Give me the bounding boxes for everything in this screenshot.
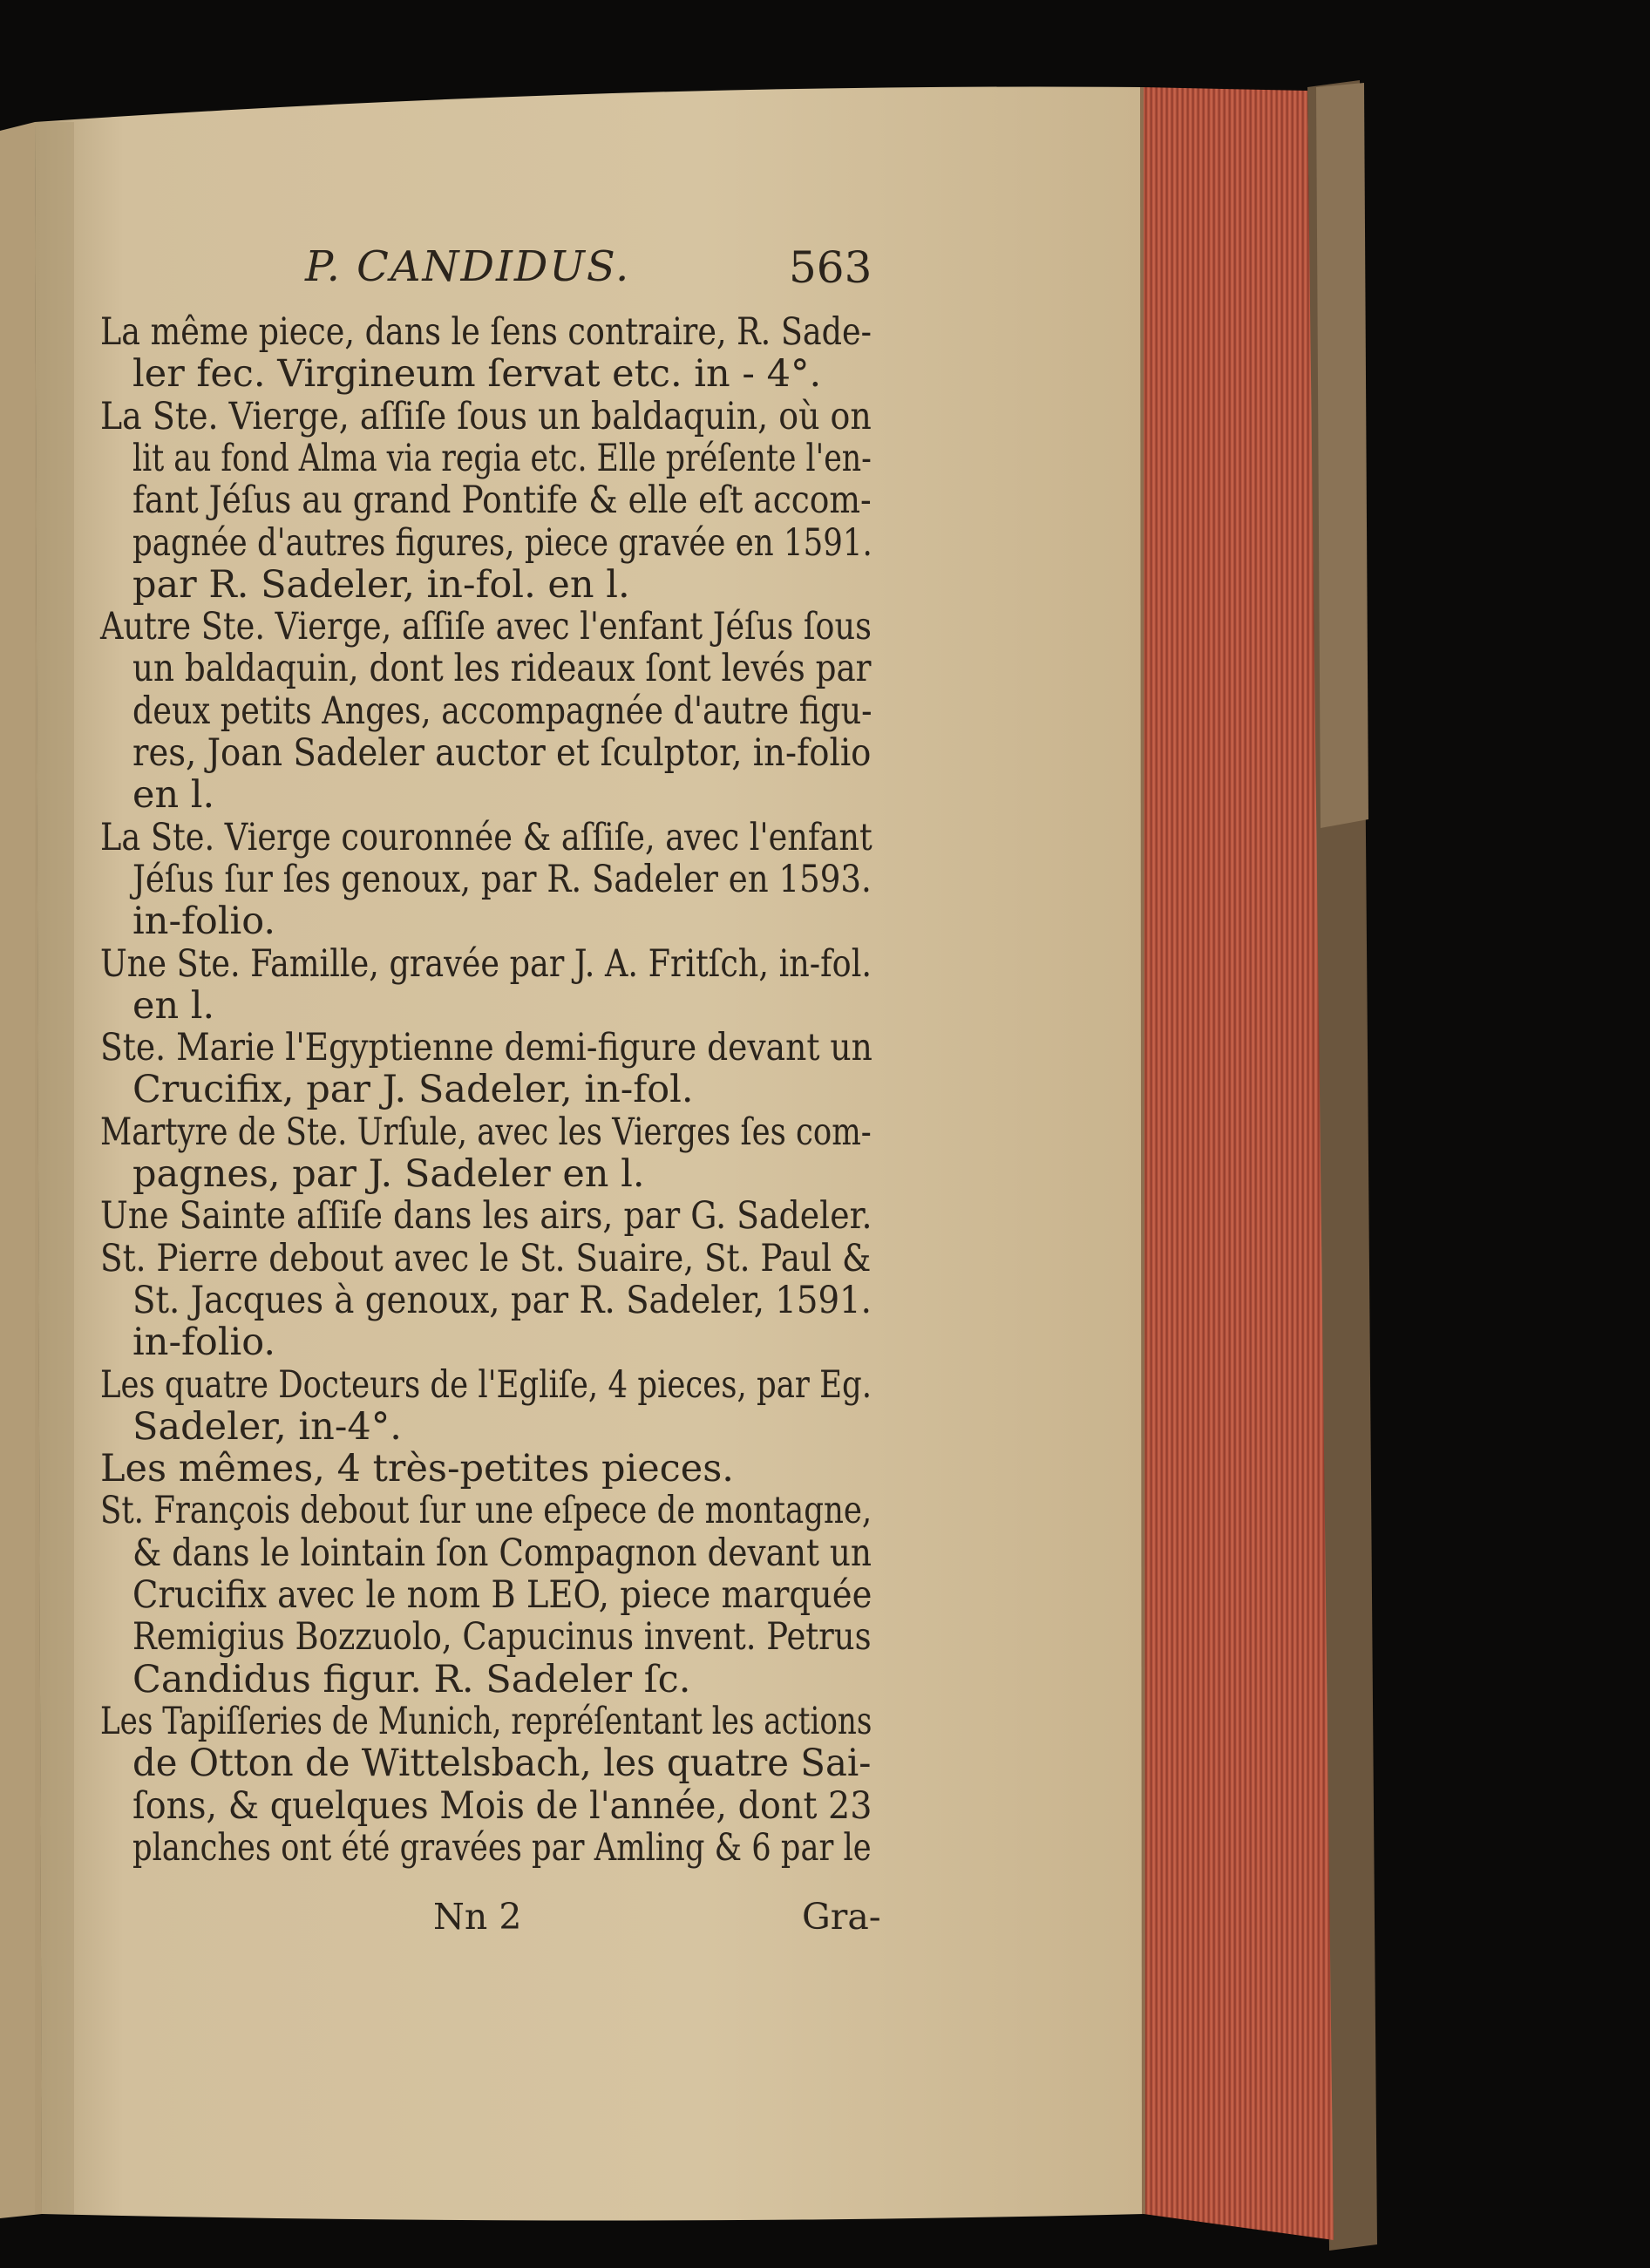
text-line: Les mêmes, 4 très-petites pieces. — [100, 1447, 734, 1490]
running-head: P. CANDIDUS. — [305, 242, 631, 291]
text-line: fant Jéſus au grand Pontife & elle eſt accom- — [132, 479, 872, 522]
text-line: La même piece, dans le ſens contraire, R. Sade- — [100, 310, 872, 354]
text-line: pagnes, par J. Sadeler en l. — [132, 1152, 645, 1196]
text-line: La Ste. Vierge, aſſiſe ſous un baldaquin, où on — [100, 395, 872, 438]
text-line: Une Sainte aſſiſe dans les airs, par G. Sadeler. — [100, 1194, 873, 1238]
back-board-upper — [1316, 83, 1368, 828]
text-line: par R. Sadeler, in-fol. en l. — [132, 563, 630, 607]
text-line: lit au fond Alma via regia etc. Elle préſente l'en- — [132, 437, 872, 480]
text-line: ler fec. Virgineum ſervat etc. in - 4°. — [132, 352, 822, 396]
text-line: La Ste. Vierge couronnée & aſſiſe, avec l'enfant — [100, 816, 873, 859]
text-line: Les Tapiſſeries de Munich, repréſentant les actions — [100, 1700, 873, 1743]
text-line: res, Joan Sadeler auctor et ſculptor, in-folio — [132, 731, 872, 775]
text-line: Jéſus ſur ſes genoux, par R. Sadeler en 1593. — [132, 858, 872, 901]
text-line: Autre Ste. Vierge, aſſiſe avec l'enfant Jéſus ſous — [100, 605, 872, 648]
text-line: St. François debout ſur une eſpece de montagne, — [100, 1489, 873, 1532]
text-line: pagnée d'autres figures, piece gravée en 1591. — [132, 521, 873, 565]
text-line: Sadeler, in-4°. — [132, 1405, 402, 1449]
text-line: Remigius Bozzuolo, Capucinus invent. Petrus — [132, 1615, 872, 1659]
text-line: deux petits Anges, accompagnée d'autre figu- — [132, 689, 873, 733]
text-line: Crucifix, par J. Sadeler, in-fol. — [132, 1068, 694, 1111]
text-line: Les quatre Docteurs de l'Egliſe, 4 pieces, par Eg. — [100, 1363, 872, 1407]
text-line: ſons, & quelques Mois de l'année, dont 23 — [132, 1784, 873, 1828]
text-line: de Otton de Wittelsbach, les quatre Sai- — [132, 1742, 872, 1785]
text-line: St. Pierre debout avec le St. Suaire, St. Paul & — [100, 1237, 872, 1280]
text-line: Martyre de Ste. Urſule, avec les Vierges ſes com- — [100, 1110, 872, 1154]
page-number: 563 — [789, 242, 873, 293]
text-line: un baldaquin, dont les rideaux ſont levés par — [132, 647, 872, 690]
text-line: Ste. Marie l'Egyptienne demi-figure devant un — [100, 1026, 873, 1069]
catchword: Gra- — [802, 1896, 881, 1938]
gutter-shadow — [35, 122, 74, 2214]
text-line: planches ont été gravées par Amling & 6 par le — [132, 1826, 872, 1870]
text-line: Candidus figur. R. Sadeler ſc. — [132, 1658, 691, 1701]
text-line: Une Ste. Famille, gravée par J. A. Fritſch, in-fol. — [100, 942, 873, 986]
signature-mark: Nn 2 — [433, 1896, 522, 1938]
page-edges — [1142, 87, 1334, 2240]
text-line: in-folio. — [132, 1321, 276, 1364]
page-edge-boundary — [1142, 87, 1144, 2214]
text-line: & dans le lointain ſon Compagnon devant un — [132, 1531, 872, 1575]
text-line: en l. — [132, 773, 215, 817]
text-line: in-folio. — [132, 900, 276, 943]
text-line: Crucifix avec le nom B LEO, piece marquée — [132, 1573, 873, 1617]
text-line: en l. — [132, 984, 215, 1028]
text-line: St. Jacques à genoux, par R. Sadeler, 1591. — [132, 1279, 872, 1322]
